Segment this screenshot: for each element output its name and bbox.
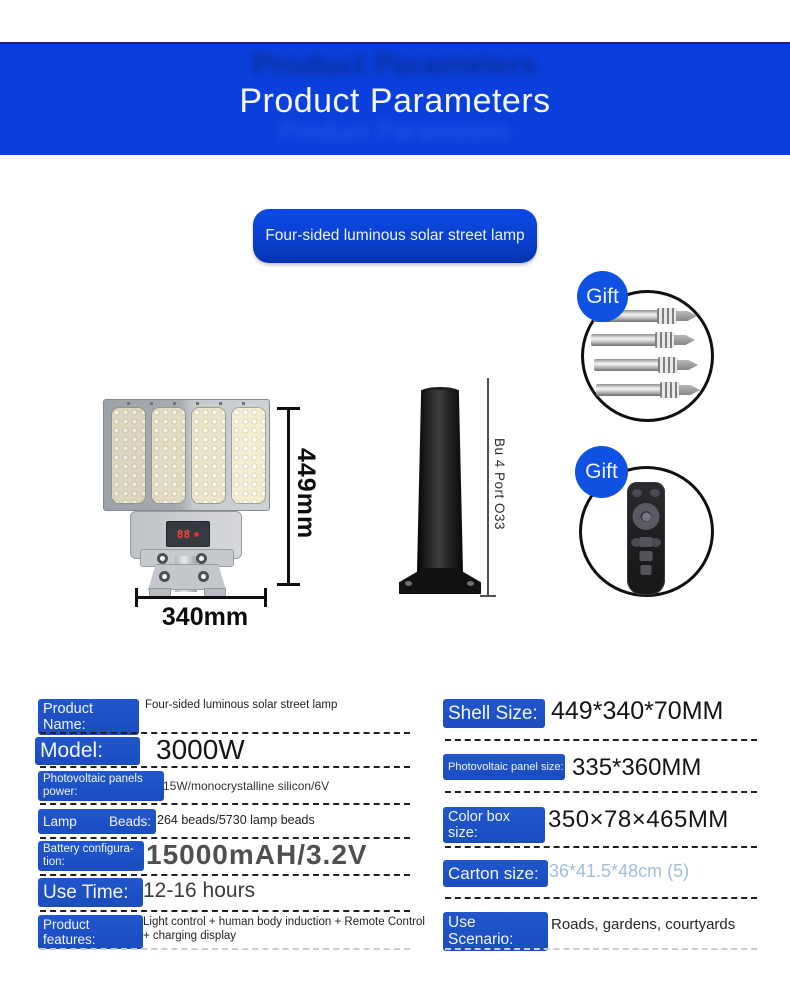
remote-button <box>641 565 652 575</box>
spec-value-model: 3000W <box>156 734 245 765</box>
spec-label-model: Model: <box>35 737 140 765</box>
row-divider <box>445 739 757 741</box>
remote-button <box>640 551 653 561</box>
row-divider <box>445 791 757 793</box>
row-divider <box>40 874 410 876</box>
bracket-bolt <box>157 553 168 564</box>
row-divider <box>445 948 757 950</box>
pole-dimension-line <box>487 378 489 597</box>
remote-button <box>650 489 660 497</box>
led-panel-2 <box>151 407 186 504</box>
remote-control-image <box>627 482 665 595</box>
spec-value-product-features: Light control + human body induction + Remote Control + charging display <box>143 916 425 943</box>
row-divider <box>40 766 410 768</box>
bracket-bolt <box>196 553 207 564</box>
remote-dpad <box>633 503 660 530</box>
pole-dimension-tick <box>480 595 496 597</box>
spec-value-color-box-size: 350×78×465MM <box>548 806 729 833</box>
spec-value-product-name: Four-sided luminous solar street lamp <box>145 699 338 711</box>
spec-value-lamp-beads: 264 beads/5730 lamp beads <box>157 813 315 827</box>
pole-base-hole <box>467 581 474 586</box>
lamp-display-digits: 88 <box>176 527 191 541</box>
row-divider <box>445 897 757 899</box>
row-divider <box>40 910 410 912</box>
spec-label-color-box-size: Color box size: <box>443 807 545 843</box>
spec-label-lamp-beads: Lamp Beads: <box>38 809 156 834</box>
spec-label-shell-size: Shell Size: <box>443 699 545 728</box>
spec-value-use-time: 12-16 hours <box>143 879 256 902</box>
gift-badge <box>575 446 628 498</box>
height-dimension-label: 449mm <box>292 448 320 540</box>
page-title: Product Parameters <box>239 82 551 120</box>
anchor-bolt-image <box>596 382 708 398</box>
bracket-bolt <box>159 571 170 582</box>
product-name-banner <box>253 209 537 263</box>
spec-label-product-features: Product features: <box>38 915 143 949</box>
dimension-cap <box>277 407 300 410</box>
spec-label-carton-size: Carton size: <box>443 860 548 887</box>
remote-button <box>640 537 653 547</box>
mounting-pole-image <box>417 390 463 572</box>
led-panel-1 <box>111 407 146 504</box>
width-dimension-label: 340mm <box>161 603 249 631</box>
pole-dimension-label: Bu 4 Port O33 <box>492 438 507 531</box>
spec-label-battery: Battery configura-tion: <box>38 841 144 871</box>
spec-value-pv-power: 15W/monocrystalline silicon/6V <box>163 779 330 793</box>
dimension-cap <box>135 588 138 607</box>
gift-badge-label: Gift <box>586 284 619 308</box>
gift-badge-label: Gift <box>585 460 618 483</box>
dimension-cap <box>264 588 267 607</box>
lamp-indicator-light <box>194 532 199 537</box>
dimension-line-vertical <box>287 408 290 586</box>
led-panel-3 <box>191 407 226 504</box>
spec-label-pv-panel-size: Photovoltaic panel size: <box>443 754 565 780</box>
spec-value-carton-size: 36*41.5*48cm (5) <box>549 861 690 881</box>
row-divider <box>40 948 410 950</box>
spec-label-use-scenario: Use Scenario: <box>443 912 548 951</box>
spec-value-shell-size: 449*340*70MM <box>551 697 724 725</box>
street-lamp-screws <box>107 402 265 405</box>
remote-button <box>632 489 642 497</box>
spec-value-pv-panel-size: 335*360MM <box>572 754 702 781</box>
row-divider <box>445 846 757 848</box>
lamp-display <box>166 521 210 547</box>
spec-label-product-name: Product Name: <box>38 699 139 735</box>
spec-label-pv-power: Photovoltaic panels power: <box>38 771 164 801</box>
anchor-bolt-image <box>591 332 703 348</box>
spec-label-use-time: Use Time: <box>38 878 143 907</box>
spec-value-battery: 15000mAH/3.2V <box>146 839 368 870</box>
header-ghost-text-top: Product Parameters <box>252 48 538 81</box>
dimension-cap <box>277 583 300 586</box>
gift-badge <box>577 271 628 322</box>
bracket-bolt <box>198 571 209 582</box>
spec-value-use-scenario: Roads, gardens, courtyards <box>551 916 736 933</box>
product-name-banner-label: Four-sided luminous solar street lamp <box>265 227 525 244</box>
dimension-line-horizontal <box>135 596 267 599</box>
pole-base-hole <box>405 581 412 586</box>
anchor-bolt-image <box>594 357 706 373</box>
led-panel-4 <box>231 407 266 504</box>
header-ghost-text-bottom: Product Parameters <box>279 116 511 146</box>
row-divider <box>40 803 410 805</box>
